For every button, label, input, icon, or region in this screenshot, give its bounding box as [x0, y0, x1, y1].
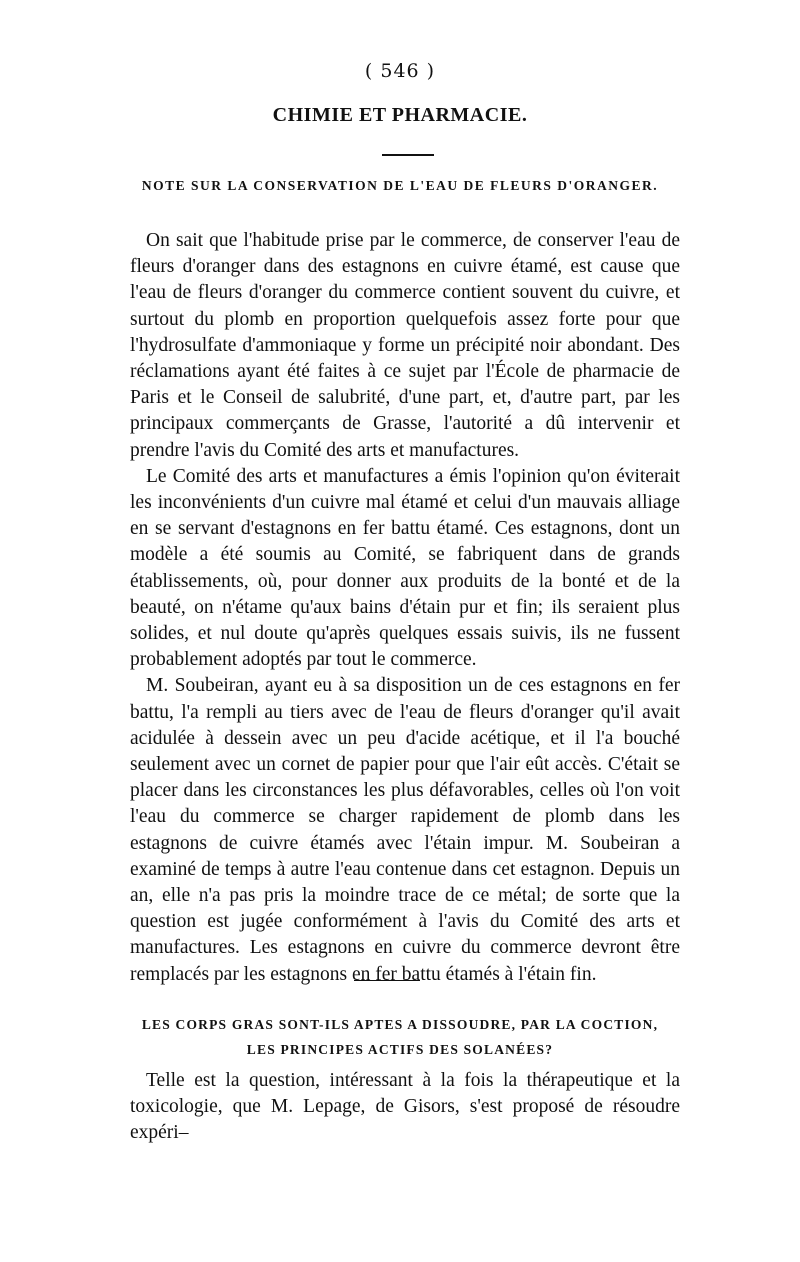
page-number: ( 546 ) — [364, 60, 436, 82]
paragraph: Le Comité des arts et manufactures a émis l'opinion qu'on éviterait les inconvénients d'un cuivre mal étamé et celui d'un mauvais alliage en se servant d'estagnons en fer battu étamé. Ces estagnons, dont un modèle a été soumis au Comité, se fabriquent dans de grands établissements, où, pour donner aux produits de la bonté et de la beauté, on n'étame qu'aux bains d'étain pur et fin; ils seraient plus solides, et nul doute qu'après quelques essais suivis, ils ne fussent probablement adoptés par tout le commerce. — [130, 465, 680, 671]
article-title-line: LES PRINCIPES ACTIFS DES SOLANÉES? — [246, 1042, 554, 1057]
article-title: NOTE SUR LA CONSERVATION DE L'EAU DE FLEURS D'ORANGER. — [141, 178, 659, 193]
paragraph: On sait que l'habitude prise par le commerce, de conserver l'eau de fleurs d'oranger dans des estagnons en cuivre étamé, est cause que l'eau de fleurs d'oranger du commerce contient souvent du cuivre, et surtout du plomb en proportion quelquefois assez forte pour que l'hydrosulfate d'ammoniaque y forme un précipité noir abondant. Des réclamations ayant été faites à ce sujet par l'École de pharmacie de Paris et le Conseil de salubrité, d'une part, et, d'autre part, par les principaux commerçants de Grasse, l'autorité a dû intervenir et prendre l'avis du Comité des arts et manufactures. — [130, 230, 680, 461]
divider-rule — [354, 980, 420, 981]
article-body — [130, 228, 680, 988]
article-title — [0, 1012, 800, 1062]
divider-rule — [382, 154, 434, 156]
paragraph: Telle est la question, intéressant à la fois la thérapeutique et la toxicologie, que M. Lepage, de Gisors, s'est proposé de résoudre expéri– — [130, 1070, 680, 1144]
article-title-line: LES CORPS GRAS SONT-ILS APTES A DISSOUDRE, PAR LA COCTION, — [141, 1017, 659, 1032]
section-title: CHIMIE ET PHARMACIE. — [272, 104, 528, 126]
article-body — [130, 1068, 680, 1147]
paragraph: M. Soubeiran, ayant eu à sa disposition un de ces estagnons en fer battu, l'a rempli au tiers avec de l'eau de fleurs d'oranger qu'il avait acidulée à dessein avec un peu d'acide acétique, et il l'a bouché seulement avec un cornet de papier pour que l'air eût accès. C'était se placer dans les circonstances les plus défavorables, celles où l'on voit l'eau du commerce se charger rapidement de plomb dans les estagnons de cuivre étamés avec l'étain impur. M. Soubeiran a examiné de temps à autre l'eau contenue dans cet estagnon. Depuis un an, elle n'a pas pris la moindre trace de ce métal; de sorte que la question est jugée conformément à l'avis du Comité des arts et manufactures. Les estagnons en cuivre du commerce devront être remplacés par les estagnons en fer battu étamés à l'étain fin. — [130, 675, 680, 985]
